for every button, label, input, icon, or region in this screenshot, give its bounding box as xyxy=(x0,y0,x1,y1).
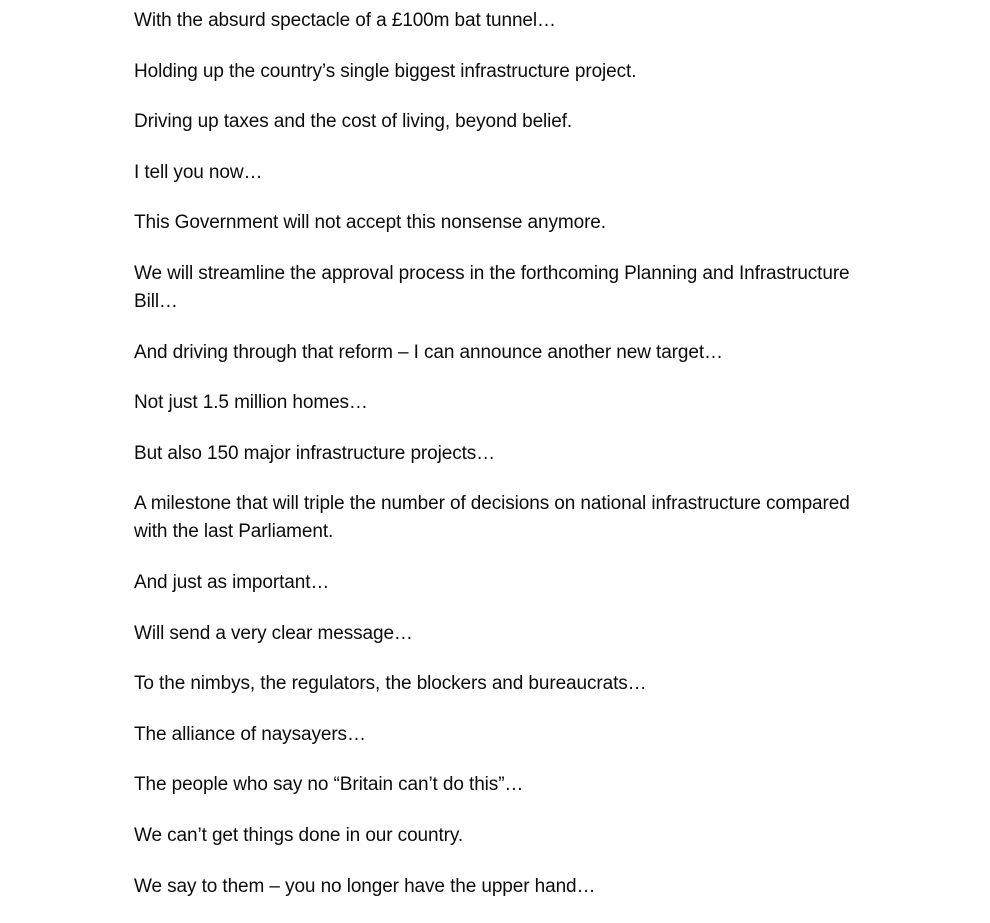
paragraph-new-target: And driving through that reform – I can announce another new target… xyxy=(134,341,723,363)
speech-text-body xyxy=(134,7,854,923)
paragraph-upper-hand: We say to them – you no longer have the upper hand… xyxy=(134,875,596,897)
paragraph-infrastructure-project: Holding up the country’s single biggest infrastructure project. xyxy=(134,60,637,82)
paragraph-important: And just as important… xyxy=(134,571,330,593)
paragraph-tell-you-now: I tell you now… xyxy=(134,161,263,183)
paragraph-britain-cant: The people who say no “Britain can’t do this”… xyxy=(134,774,524,796)
paragraph-major-projects: But also 150 major infrastructure projects… xyxy=(134,442,496,464)
paragraph-planning-bill: We will streamline the approval process in the forthcoming Planning and Infrastructure Bill… xyxy=(134,262,850,312)
paragraph-government-nonsense: This Government will not accept this nonsense anymore. xyxy=(134,212,606,234)
paragraph-bat-tunnel: With the absurd spectacle of a £100m bat tunnel… xyxy=(134,10,556,31)
paragraph-clear-message: Will send a very clear message… xyxy=(134,622,413,644)
paragraph-cost-of-living: Driving up taxes and the cost of living, beyond belief. xyxy=(134,111,573,133)
paragraph-get-things-done: We can’t get things done in our country. xyxy=(134,824,464,846)
paragraph-homes: Not just 1.5 million homes… xyxy=(134,392,368,414)
paragraph-milestone: A milestone that will triple the number of decisions on national infrastructure compared with the last Parliament. xyxy=(134,493,850,543)
paragraph-nimbys: To the nimbys, the regulators, the blockers and bureaucrats… xyxy=(134,673,647,695)
paragraph-naysayers: The alliance of naysayers… xyxy=(134,723,366,745)
